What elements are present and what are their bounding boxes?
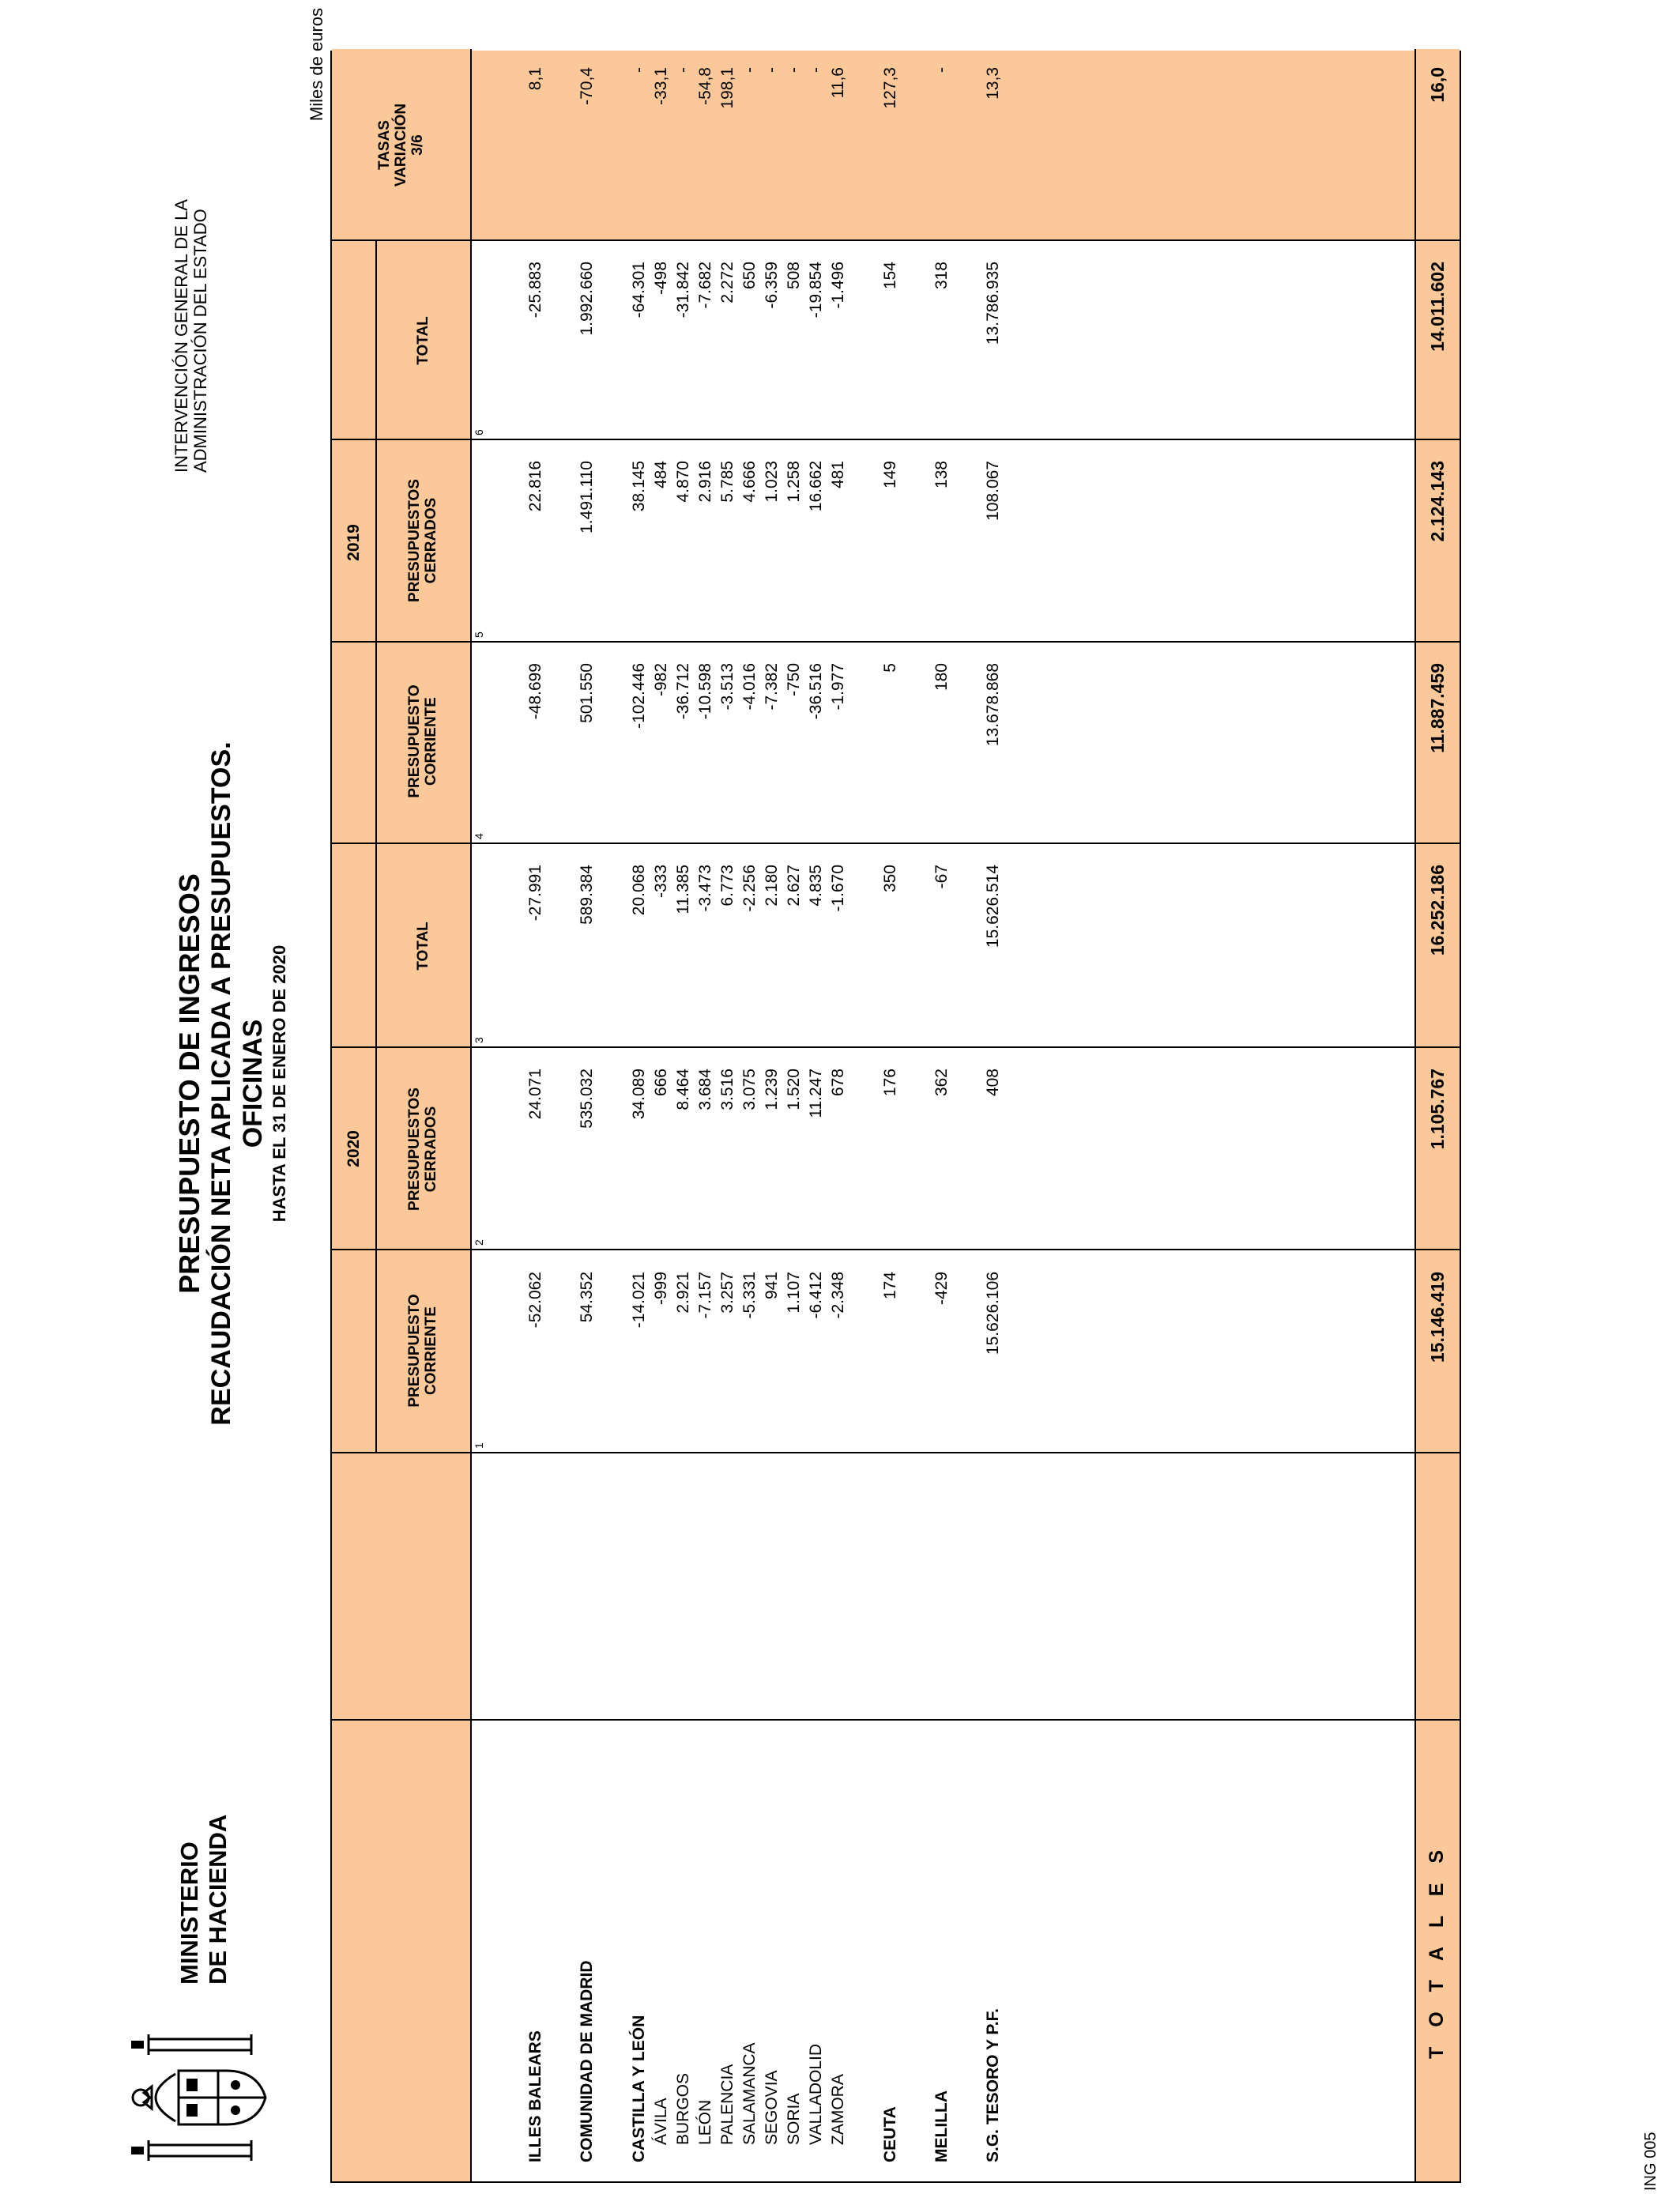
igae-line-2: ADMINISTRACIÓN DEL ESTADO	[190, 209, 210, 473]
cell-2019-cerrados: 1.023	[763, 461, 781, 503]
cell-2020-total: -67	[932, 865, 951, 889]
cell-2020-cerrados: 34.089	[630, 1069, 648, 1120]
total-2020-total: 16.252.186	[1427, 865, 1448, 956]
title-line-3: HASTA EL 31 DE ENERO DE 2020	[269, 944, 289, 1223]
cell-2019-corriente: -36.516	[807, 663, 825, 720]
cell-2020-corriente: 54.352	[578, 1272, 596, 1323]
cell-2020-cerrados: 408	[984, 1069, 1002, 1097]
total-2019-cerrados: 2.124.143	[1427, 461, 1448, 542]
cell-2019-corriente: -1.977	[829, 663, 847, 711]
row-label: CEUTA	[881, 2106, 899, 2162]
col-header-2019-total: TOTAL	[414, 316, 431, 365]
cell-rate: -	[763, 67, 781, 73]
cell-2019-total: -6.359	[763, 262, 781, 309]
units-label: Miles de euros	[307, 8, 326, 122]
cell-2020-corriente: -6.412	[807, 1272, 825, 1319]
cell-2019-corriente: -48.699	[526, 663, 544, 720]
title-line-1: PRESUPUESTO DE INGRESOS	[173, 873, 205, 1294]
cell-2019-cerrados: 1.258	[785, 461, 803, 503]
spanish-coat-of-arms-icon	[117, 2023, 275, 2172]
cell-2020-total: -27.991	[526, 865, 544, 922]
row-label: S.G. TESORO Y P.F.	[984, 2008, 1002, 2162]
totals-label: T O T A L E S	[1426, 1842, 1448, 2060]
cell-2019-total: -1.496	[829, 262, 847, 309]
cell-2020-total: 2.180	[763, 865, 781, 907]
cell-rate: -54,8	[696, 67, 714, 105]
cell-2020-total: -2.256	[740, 865, 759, 912]
cell-2019-total: -25.883	[526, 262, 544, 319]
row-label: MELILLA	[932, 2090, 951, 2162]
row-label: LEÓN	[696, 2099, 714, 2145]
cell-2019-corriente: 501.550	[578, 663, 596, 723]
cell-2019-total: 1.992.660	[578, 262, 596, 336]
cell-2020-cerrados: 24.071	[526, 1069, 544, 1120]
cell-2019-corriente: -102.446	[630, 663, 648, 729]
total-2019-total: 14.011.602	[1427, 262, 1448, 352]
row-label: SORIA	[785, 2093, 803, 2145]
cell-rate: 13,3	[984, 67, 1002, 100]
total-2020-cerrados: 1.105.767	[1427, 1069, 1448, 1150]
cell-2020-corriente: 941	[763, 1272, 781, 1300]
igae-name	[172, 199, 210, 473]
rate-header-line-1: TASAS	[376, 120, 393, 170]
row-label: PALENCIA	[718, 2064, 736, 2145]
cell-2019-total: -19.854	[807, 262, 825, 319]
total-rate: 16,0	[1427, 67, 1448, 103]
cell-rate: 11,6	[829, 67, 847, 99]
col-header-2019-corriente: PRESUPUESTO CORRIENTE	[406, 684, 439, 798]
cell-2019-cerrados: 4.666	[740, 461, 759, 503]
cell-2019-corriente: -10.598	[696, 663, 714, 720]
cell-2020-cerrados: 666	[652, 1069, 670, 1097]
total-2019-corriente: 11.887.459	[1427, 663, 1448, 753]
document-title	[174, 684, 291, 1483]
cell-2019-cerrados: 22.816	[526, 461, 544, 512]
row-label: ZAMORA	[829, 2074, 847, 2145]
cell-rate: -	[807, 67, 825, 73]
cell-rate: 127,3	[881, 67, 899, 109]
col-number-3: 3	[473, 1037, 485, 1043]
cell-2019-cerrados: 16.662	[807, 461, 825, 512]
cell-2020-corriente: 2.921	[674, 1272, 692, 1314]
cell-2019-corriente: -7.382	[763, 663, 781, 711]
cell-2020-corriente: -7.157	[696, 1272, 714, 1319]
cell-2019-total: 13.786.935	[984, 262, 1002, 345]
cell-2020-total: 6.773	[718, 865, 736, 907]
cell-2020-cerrados: 176	[881, 1069, 899, 1097]
cell-2020-corriente: -52.062	[526, 1272, 544, 1329]
cell-2019-corriente: 5	[881, 663, 899, 673]
cell-2020-cerrados: 3.075	[740, 1069, 759, 1110]
row-label: CASTILLA Y LEÓN	[630, 2015, 648, 2162]
ministry-line-1: MINISTERIO	[175, 1842, 203, 1985]
cell-rate: 198,1	[718, 67, 736, 109]
igae-line-1: INTERVENCIÓN GENERAL DE LA	[171, 199, 191, 473]
col-number-6: 6	[473, 429, 485, 435]
cell-rate: -	[630, 67, 648, 73]
cell-2020-cerrados: 535.032	[578, 1069, 596, 1129]
rate-header-line-3: 3/6	[409, 134, 426, 156]
cell-2020-cerrados: 8.464	[674, 1069, 692, 1110]
cell-2020-total: -3.473	[696, 865, 714, 912]
cell-2019-total: 154	[881, 262, 899, 290]
cell-2019-corriente: 180	[932, 663, 951, 692]
cell-2020-corriente: -14.021	[630, 1272, 648, 1329]
cell-2020-corriente: 3.257	[718, 1272, 736, 1314]
cell-2020-corriente: 15.626.106	[984, 1272, 1002, 1355]
cell-2019-cerrados: 4.870	[674, 461, 692, 503]
year-2019-header: 2019	[345, 524, 363, 561]
cell-rate: -70,4	[578, 67, 596, 105]
row-label: COMUNIDAD DE MADRID	[578, 1960, 596, 2162]
col-header-rate	[332, 49, 470, 241]
cell-2020-total: 4.835	[807, 865, 825, 907]
cell-2020-cerrados: 678	[829, 1069, 847, 1097]
cell-2019-corriente: -750	[785, 663, 803, 697]
col-header-2020-corriente: PRESUPUESTO CORRIENTE	[406, 1294, 439, 1408]
cell-2019-cerrados: 149	[881, 461, 899, 489]
rate-header-line-2: VARIACIÓN	[393, 103, 409, 187]
cell-2019-cerrados: 108.067	[984, 461, 1002, 521]
cell-2020-corriente: -5.331	[740, 1272, 759, 1319]
cell-2020-cerrados: 11.247	[807, 1069, 825, 1118]
cell-2020-cerrados: 1.239	[763, 1069, 781, 1110]
cell-2019-total: 508	[785, 262, 803, 290]
cell-2020-total: -1.670	[829, 865, 847, 912]
cell-2019-total: 2.272	[718, 262, 736, 303]
cell-2019-corriente: -982	[652, 663, 670, 697]
cell-2019-cerrados: 5.785	[718, 461, 736, 503]
cell-2020-corriente: -2.348	[829, 1272, 847, 1319]
cell-rate: -	[740, 67, 759, 73]
cell-2020-cerrados: 3.516	[718, 1069, 736, 1110]
row-label: ILLES BALEARS	[526, 2030, 544, 2162]
cell-2019-total: 650	[740, 262, 759, 290]
cell-rate: -	[932, 67, 951, 73]
cell-2020-corriente: -429	[932, 1272, 951, 1306]
cell-2019-total: -64.301	[630, 262, 648, 319]
cell-2019-cerrados: 481	[829, 461, 847, 489]
cell-2019-total: -31.842	[674, 262, 692, 319]
cell-2019-corriente: -36.712	[674, 663, 692, 720]
document-code: ING 005	[1642, 2132, 1659, 2191]
row-label: SALAMANCA	[740, 2042, 759, 2145]
cell-2019-total: -7.682	[696, 262, 714, 309]
cell-2020-total: 15.626.514	[984, 865, 1002, 948]
col-number-1: 1	[473, 1442, 485, 1449]
cell-2020-total: -333	[652, 865, 670, 899]
cell-2020-corriente: 1.107	[785, 1272, 803, 1314]
col-header-2019-cerrados: PRESUPUESTOS CERRADOS	[406, 479, 439, 602]
ministry-name	[175, 1815, 232, 1985]
cell-2020-cerrados: 1.520	[785, 1069, 803, 1110]
total-2020-corriente: 15.146.419	[1427, 1272, 1448, 1363]
row-label: VALLADOLID	[807, 2044, 825, 2145]
cell-2020-corriente: -999	[652, 1272, 670, 1306]
cell-2019-cerrados: 138	[932, 461, 951, 489]
cell-2019-total: -498	[652, 262, 670, 296]
cell-2020-total: 11.385	[674, 865, 692, 914]
col-number-4: 4	[473, 833, 485, 839]
col-header-2020-total: TOTAL	[414, 922, 431, 971]
cell-2020-corriente: 174	[881, 1272, 899, 1300]
cell-2019-cerrados: 38.145	[630, 461, 648, 512]
cell-2019-total: 318	[932, 262, 951, 290]
cell-rate: -	[785, 67, 803, 73]
cell-2020-cerrados: 362	[932, 1069, 951, 1097]
row-label: ÁVILA	[652, 2098, 670, 2145]
row-label: BURGOS	[674, 2072, 692, 2145]
cell-2020-total: 350	[881, 865, 899, 893]
cell-2020-total: 589.384	[578, 865, 596, 925]
cell-rate: -33,1	[652, 67, 670, 105]
row-label: SEGOVIA	[763, 2070, 781, 2145]
cell-2019-corriente: 13.678.868	[984, 663, 1002, 747]
cell-2019-cerrados: 484	[652, 461, 670, 489]
col-header-2020-cerrados: PRESUPUESTOS CERRADOS	[406, 1088, 439, 1211]
title-line-2: RECAUDACIÓN NETA APLICADA A PRESUPUESTOS. OFICINAS	[206, 741, 268, 1426]
cell-2019-corriente: -4.016	[740, 663, 759, 711]
cell-2019-cerrados: 2.916	[696, 461, 714, 503]
col-number-2: 2	[473, 1239, 485, 1246]
cell-2020-cerrados: 3.684	[696, 1069, 714, 1110]
cell-2019-cerrados: 1.491.110	[578, 461, 596, 533]
year-2020-header: 2020	[345, 1130, 363, 1167]
cell-2020-total: 20.068	[630, 865, 648, 916]
data-table	[330, 51, 1461, 2183]
ministry-line-2: DE HACIENDA	[204, 1814, 232, 1985]
cell-2019-corriente: -3.513	[718, 663, 736, 711]
cell-2020-total: 2.627	[785, 865, 803, 907]
cell-rate: 8,1	[526, 67, 544, 91]
col-number-5: 5	[473, 631, 485, 638]
cell-rate: -	[674, 67, 692, 73]
